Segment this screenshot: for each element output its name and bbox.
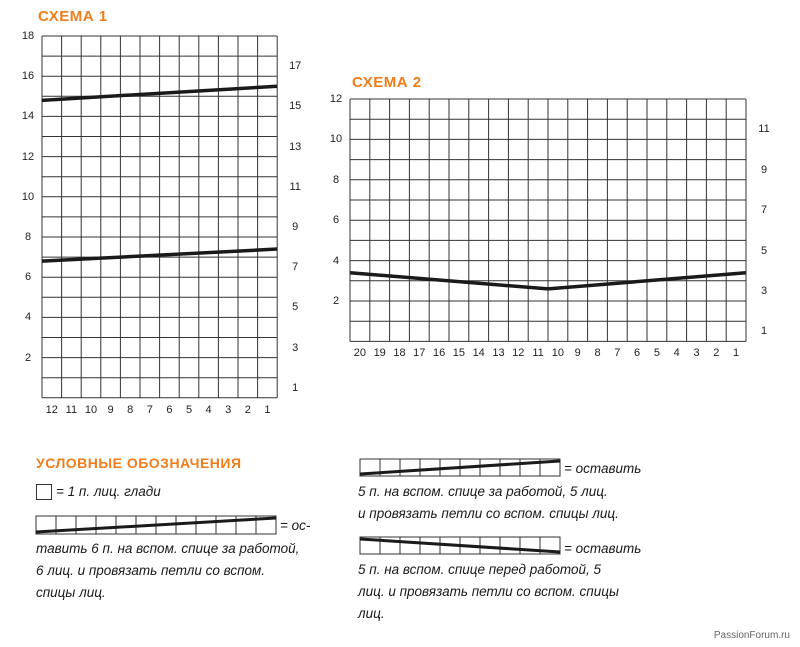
- scheme1-row-label-right: 5: [292, 301, 299, 314]
- scheme2-row-label-right: 3: [760, 284, 768, 297]
- scheme2-row-label-right: 11: [758, 123, 770, 136]
- scheme1-row-label-right: 15: [289, 100, 302, 113]
- scheme1-row-label-left: 10: [21, 190, 35, 203]
- scheme2-col-label: 1: [733, 347, 740, 360]
- site-watermark: PassionForum.ru: [713, 630, 790, 641]
- scheme1-row-label-right: 7: [292, 261, 299, 274]
- scheme1-row-label-left: 8: [24, 231, 32, 243]
- legend-item3-eq: = оставить: [564, 541, 642, 556]
- scheme1-row-label-left: 4: [24, 311, 32, 324]
- scheme2-col-label: 4: [673, 347, 680, 360]
- scheme1-row-label-left: 2: [24, 351, 32, 364]
- scheme1-col-label: 4: [205, 403, 212, 416]
- scheme1-col-label: 10: [84, 403, 98, 416]
- scheme1-col-label: 8: [127, 403, 134, 416]
- scheme1-col-label: 3: [225, 403, 232, 416]
- scheme2-col-label: 5: [653, 347, 660, 360]
- scheme1-col-label: 6: [166, 403, 173, 416]
- scheme2-row-label-left: 8: [332, 173, 340, 186]
- scheme1-row-label-right: 1: [292, 381, 299, 394]
- scheme2-col-label: 7: [614, 347, 621, 360]
- scheme2-col-label: 17: [413, 347, 426, 360]
- scheme1-row-label-right: 11: [289, 180, 301, 193]
- legend-title: УСЛОВНЫЕ ОБОЗНАЧЕНИЯ: [36, 455, 242, 471]
- scheme1-col-label: 5: [185, 403, 193, 416]
- scheme2-col-label: 9: [574, 347, 581, 360]
- legend-square-symbol: [36, 484, 52, 500]
- legend-item2-line2: 5 п. на вспом. спице за работой, 5 лиц.: [358, 484, 608, 499]
- scheme2-title: СХЕМА 2: [352, 74, 422, 91]
- scheme1-row-label-right: 13: [289, 140, 302, 153]
- scheme2-col-label: 18: [393, 347, 406, 360]
- scheme1-row-label-left: 16: [21, 70, 35, 83]
- scheme2-col-label: 10: [551, 347, 565, 360]
- scheme2-row-label-left: 2: [332, 295, 340, 307]
- scheme2-row-label-left: 4: [332, 254, 340, 267]
- scheme2-col-label: 20: [353, 347, 367, 360]
- scheme2-col-label: 8: [594, 347, 601, 360]
- scheme2-col-label: 12: [512, 347, 525, 360]
- legend-item1-line4: спицы лиц.: [36, 585, 106, 600]
- scheme1-row-label-left: 12: [21, 150, 35, 163]
- scheme1-col-label: 2: [244, 403, 251, 416]
- scheme2-col-label: 14: [472, 347, 485, 360]
- scheme2-col-label: 6: [634, 347, 641, 360]
- scheme1-row-label-right: 3: [292, 341, 299, 354]
- scheme2-row-label-right: 5: [760, 244, 768, 257]
- scheme2-row-label-left: 6: [332, 214, 340, 227]
- scheme2-col-label: 19: [373, 347, 386, 360]
- legend-item1-eq: = ос-: [280, 518, 311, 533]
- scheme1-col-label: 7: [146, 403, 153, 416]
- scheme1-row-label-left: 18: [21, 30, 35, 42]
- scheme2-col-label: 13: [492, 347, 505, 360]
- scheme1-col-label: 12: [45, 403, 58, 416]
- scheme2-row-label-right: 7: [760, 204, 768, 217]
- scheme2-row-label-right: 9: [760, 163, 768, 176]
- scheme1-col-label: 9: [107, 403, 114, 416]
- scheme1-row-label-left: 14: [21, 110, 35, 123]
- scheme2-col-label: 3: [693, 347, 700, 360]
- legend-item3-line4: лиц.: [358, 606, 385, 621]
- legend-item1-line2: тавить 6 п. на вспом. спице за работой,: [36, 541, 300, 556]
- scheme1-row-label-left: 6: [24, 271, 32, 284]
- legend-square-text: = 1 п. лиц. глади: [56, 484, 161, 499]
- scheme2-row-label-right: 1: [760, 325, 768, 338]
- scheme1-col-label: 1: [264, 403, 271, 416]
- scheme2-row-label-left: 10: [329, 133, 343, 146]
- scheme2-row-label-left: 12: [329, 93, 343, 105]
- scheme1-row-label-right: 17: [289, 60, 302, 73]
- scheme1-col-label: 11: [65, 403, 78, 416]
- legend-item3-line3: лиц. и провязать петли со вспом. спицы: [358, 584, 619, 599]
- legend-item2-line3: и провязать петли со вспом. спицы лиц.: [358, 506, 619, 521]
- legend-item3-line2: 5 п. на вспом. спице перед работой, 5: [358, 562, 601, 577]
- scheme2-col-label: 15: [452, 347, 466, 360]
- scheme1-row-label-right: 9: [292, 220, 299, 233]
- scheme2-col-label: 16: [432, 347, 446, 360]
- legend-item2-eq: = оставить: [564, 461, 642, 476]
- legend-item1-line3: 6 лиц. и провязать петли со вспом.: [36, 563, 266, 578]
- scheme2-col-label: 11: [532, 347, 544, 360]
- scheme2-col-label: 2: [713, 347, 720, 360]
- scheme1-title: СХЕМА 1: [38, 8, 108, 25]
